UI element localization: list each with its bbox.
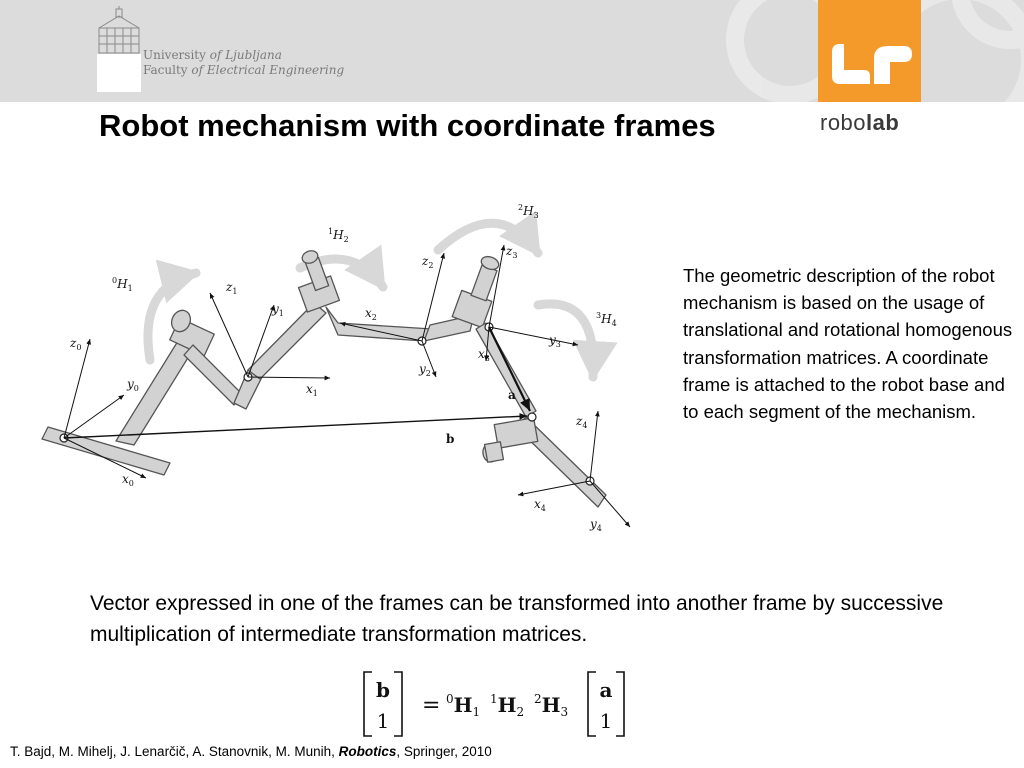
label-z4: $z_4$ bbox=[576, 414, 588, 430]
lr-logo-glyph bbox=[818, 0, 921, 102]
label-y2: $y_2$ bbox=[419, 362, 431, 378]
university-name bbox=[143, 48, 344, 78]
label-x1: $x_1$ bbox=[306, 382, 318, 398]
citation-publisher: , Springer, 2010 bbox=[396, 744, 492, 759]
formula-equals: = bbox=[422, 693, 441, 718]
formula-1-right: 1 bbox=[599, 709, 613, 733]
label-z3: $z_3$ bbox=[506, 244, 518, 260]
faculty-name: of Electrical Engineering bbox=[191, 63, 345, 77]
label-0h1: $^0H_1$ bbox=[112, 276, 133, 293]
university-building-logo bbox=[97, 6, 141, 92]
label-x3: $x_3$ bbox=[478, 347, 490, 363]
body-description: Vector expressed in one of the frames can be transformed into another frame by successive multiplication of intermediate transformation matrices. bbox=[90, 592, 944, 646]
formula-matrix-0h1: $^0H_1$ bbox=[446, 692, 481, 719]
label-y3: $y_3$ bbox=[549, 333, 561, 349]
slide-title: Robot mechanism with coordinate frames bbox=[99, 108, 716, 143]
formula-matrix-2h3: $^2H_3$ bbox=[534, 692, 569, 719]
formula-1-left: 1 bbox=[376, 709, 390, 733]
robolab-suffix: lab bbox=[866, 110, 900, 135]
formula-matrix-1h2: $^1H_2$ bbox=[490, 692, 525, 719]
label-y4: $y_4$ bbox=[590, 517, 602, 533]
header-band bbox=[0, 0, 1024, 102]
label-z2: $z_2$ bbox=[422, 254, 434, 270]
robolab-logo bbox=[820, 110, 899, 136]
formula-b: b bbox=[376, 678, 390, 702]
citation bbox=[10, 744, 492, 759]
label-2h3: $^2H_3$ bbox=[518, 203, 539, 220]
label-3h4: $^3H_4$ bbox=[596, 311, 617, 328]
label-x4: $x_4$ bbox=[534, 497, 546, 513]
citation-title: Robotics bbox=[338, 744, 397, 759]
faculty-label: Faculty bbox=[143, 63, 188, 77]
label-z1: $z_1$ bbox=[226, 280, 238, 296]
frame-axes bbox=[64, 245, 630, 527]
university-label: University bbox=[143, 48, 206, 62]
label-z0: $z_0$ bbox=[70, 336, 82, 352]
robolab-prefix: robo bbox=[820, 110, 867, 135]
label-y0: $y_0$ bbox=[127, 377, 139, 393]
university-city: of Ljubljana bbox=[209, 48, 282, 62]
label-vector-a: a bbox=[508, 388, 516, 402]
robot-mechanism-figure bbox=[38, 195, 648, 545]
label-vector-b: b bbox=[446, 432, 455, 446]
label-x2: $x_2$ bbox=[365, 306, 377, 322]
label-x0: $x_0$ bbox=[122, 472, 134, 488]
side-description: The geometric description of the robot mechanism is based on the usage of translational and rotational homogenous transformation matrices. A coordinate frame is attached to the robot base and to each segment of the mechanism. bbox=[683, 265, 1013, 423]
label-y1: $y_1$ bbox=[272, 302, 284, 318]
formula-a: a bbox=[599, 678, 613, 702]
citation-authors: T. Bajd, M. Mihelj, J. Lenarčič, A. Stanovnik, M. Munih, bbox=[10, 744, 335, 759]
lr-logo bbox=[818, 0, 921, 102]
transformation-formula bbox=[360, 668, 640, 740]
rotation-arcs bbox=[148, 223, 593, 377]
label-1h2: $^1H_2$ bbox=[328, 227, 349, 244]
